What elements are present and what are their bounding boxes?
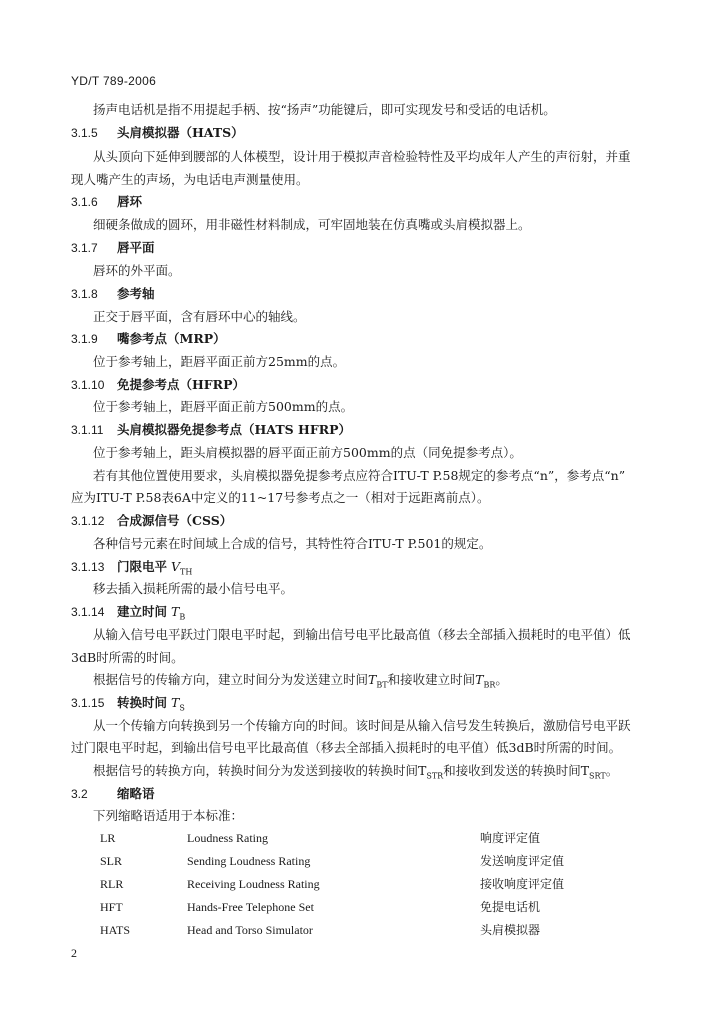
symbol: T [475, 672, 484, 687]
abbreviation-row [100, 853, 580, 869]
chinese-term: 免提电话机 [480, 900, 541, 914]
abbreviation: HATS [100, 923, 131, 937]
section-3-2 [71, 786, 155, 802]
chinese-term: 头肩模拟器 [480, 923, 541, 937]
paragraph-line: 移去插入损耗所需的最小信号电平。 [93, 581, 294, 596]
paragraph-line: 位于参考轴上，距唇平面正前方25mm的点。 [93, 354, 346, 369]
term-3-1-6 [71, 194, 142, 210]
term-title: 唇平面 [117, 240, 155, 255]
text-run: 和接收到发送的转换时间T [443, 763, 590, 778]
term-3-1-10 [71, 377, 245, 393]
term-title: 唇环 [117, 194, 143, 209]
term-3-1-7 [71, 240, 155, 256]
term-symbol-subscript: TH [180, 567, 193, 577]
english-term: Loudness Rating [187, 831, 268, 845]
section-number: 3.2 [71, 787, 88, 801]
chinese-term: 响度评定值 [480, 831, 541, 845]
term-symbol-subscript: B [179, 612, 186, 622]
term-number: 3.1.11 [71, 423, 104, 437]
paragraph-line: 正交于唇平面，含有唇环中心的轴线。 [93, 309, 306, 324]
term-3-1-8 [71, 286, 155, 302]
paragraph-line: 从一个传输方向转换到另一个传输方向的时间。该时间是从输入信号发生转换后，激励信号电平跃 [93, 718, 631, 733]
term-symbol: T [171, 604, 180, 619]
abbreviation: HFT [100, 900, 123, 914]
text-run: 根据信号的传输方向，建立时间分为发送建立时间 [93, 672, 369, 687]
english-term: Receiving Loudness Rating [187, 877, 320, 891]
term-symbol: V [171, 559, 181, 574]
term-number: 3.1.6 [71, 195, 98, 209]
paragraph-line: 扬声电话机是指不用提起手柄、按“扬声”功能键后，即可实现发号和受话的电话机。 [93, 102, 556, 117]
term-number: 3.1.5 [71, 126, 98, 140]
term-title: 转换时间 [117, 695, 168, 710]
chinese-term: 接收响度评定值 [480, 877, 565, 891]
term-title: 免提参考点（HFRP） [117, 377, 245, 392]
paragraph-line: 应为ITU-T P.58表6A中定义的11~17号参考点之一（相对于远距离前点）。 [71, 490, 490, 505]
paragraph-line: 过门限电平时起，到输出信号电平比最高值（移去全部插入损耗时的电平值）低3dB时所需的时间。 [71, 740, 622, 755]
term-number: 3.1.9 [71, 332, 98, 346]
term-number: 3.1.13 [71, 560, 105, 574]
term-number: 3.1.14 [71, 605, 105, 619]
text-run: 和接收建立时间 [387, 672, 476, 687]
text-run: 。 [605, 763, 619, 778]
term-title: 头肩模拟器免提参考点（HATS HFRP） [117, 422, 351, 437]
abbreviation-row [100, 830, 580, 846]
abbreviation-row [100, 876, 580, 892]
term-number: 3.1.15 [71, 696, 105, 710]
paragraph-line: 下列缩略语适用于本标准： [93, 808, 244, 823]
term-3-1-15 [71, 695, 185, 717]
english-term: Hands-Free Telephone Set [187, 900, 314, 914]
term-3-1-14 [71, 604, 185, 626]
abbreviation: SLR [100, 854, 123, 868]
abbreviation-row [100, 922, 580, 938]
term-title: 合成源信号（CSS） [117, 513, 233, 528]
term-number: 3.1.12 [71, 514, 105, 528]
paragraph-line: 从头顶向下延伸到腰部的人体模型，设计用于模拟声音检验特性及平均成年人产生的声衍射，并重 [93, 149, 631, 164]
term-number: 3.1.8 [71, 287, 98, 301]
paragraph-line: 位于参考轴上，距头肩模拟器的唇平面正前方500mm的点（同免提参考点）。 [93, 445, 522, 460]
term-3-1-11 [71, 422, 351, 438]
term-number: 3.1.7 [71, 241, 98, 255]
term-3-1-13 [71, 559, 192, 581]
abbreviation: LR [100, 831, 116, 845]
paragraph-line: 3dB时所需的时间。 [71, 650, 184, 665]
english-term: Head and Torso Simulator [187, 923, 313, 937]
term-3-1-5 [71, 125, 244, 141]
paragraph-line: 若有其他位置使用要求，头肩模拟器免提参考点应符合ITU-T P.58规定的参考点“n”，参考点“n” [93, 468, 626, 483]
paragraph-line: 位于参考轴上，距唇平面正前方500mm的点。 [93, 399, 354, 414]
section-title: 缩略语 [117, 786, 155, 801]
symbol-subscript: BR [483, 680, 496, 690]
term-symbol-subscript: S [179, 703, 185, 713]
paragraph-line: 细硬条做成的圆环，用非磁性材料制成，可牢固地装在仿真嘴或头肩模拟器上。 [93, 217, 531, 232]
term-symbol: T [171, 695, 180, 710]
term-3-1-9 [71, 331, 226, 347]
english-term: Sending Loudness Rating [187, 854, 311, 868]
paragraph-line: 各种信号元素在时间域上合成的信号，其特性符合ITU-T P.501的规定。 [93, 536, 492, 551]
chinese-term: 发送响度评定值 [480, 854, 565, 868]
symbol-subscript: BT [376, 680, 388, 690]
symbol-subscript: SRT [589, 771, 606, 781]
abbreviation-row [100, 899, 580, 915]
term-3-1-12 [71, 513, 232, 529]
page-number: 2 [71, 946, 77, 960]
paragraph-line: 从输入信号电平跃过门限电平时起，到输出信号电平比最高值（移去全部插入损耗时的电平值）低 [93, 627, 631, 642]
paragraph-line [93, 763, 618, 785]
term-title: 建立时间 [117, 604, 168, 619]
term-title: 嘴参考点（MRP） [117, 331, 226, 346]
paragraph-line: 唇环的外平面。 [93, 263, 181, 278]
term-title: 门限电平 [117, 559, 168, 574]
text-run: 根据信号的转换方向，转换时间分为发送到接收的转换时间T [93, 763, 427, 778]
symbol-subscript: STR [426, 771, 444, 781]
symbol: T [368, 672, 377, 687]
term-number: 3.1.10 [71, 378, 105, 392]
standard-code-header: YD/T 789-2006 [71, 74, 157, 88]
paragraph-line: 现人嘴产生的声场，为电话电声测量使用。 [71, 172, 309, 187]
abbreviation: RLR [100, 877, 124, 891]
text-run: 。 [495, 672, 508, 687]
term-title: 参考轴 [117, 286, 155, 301]
paragraph-line [93, 672, 508, 694]
term-title: 头肩模拟器（HATS） [117, 125, 244, 140]
